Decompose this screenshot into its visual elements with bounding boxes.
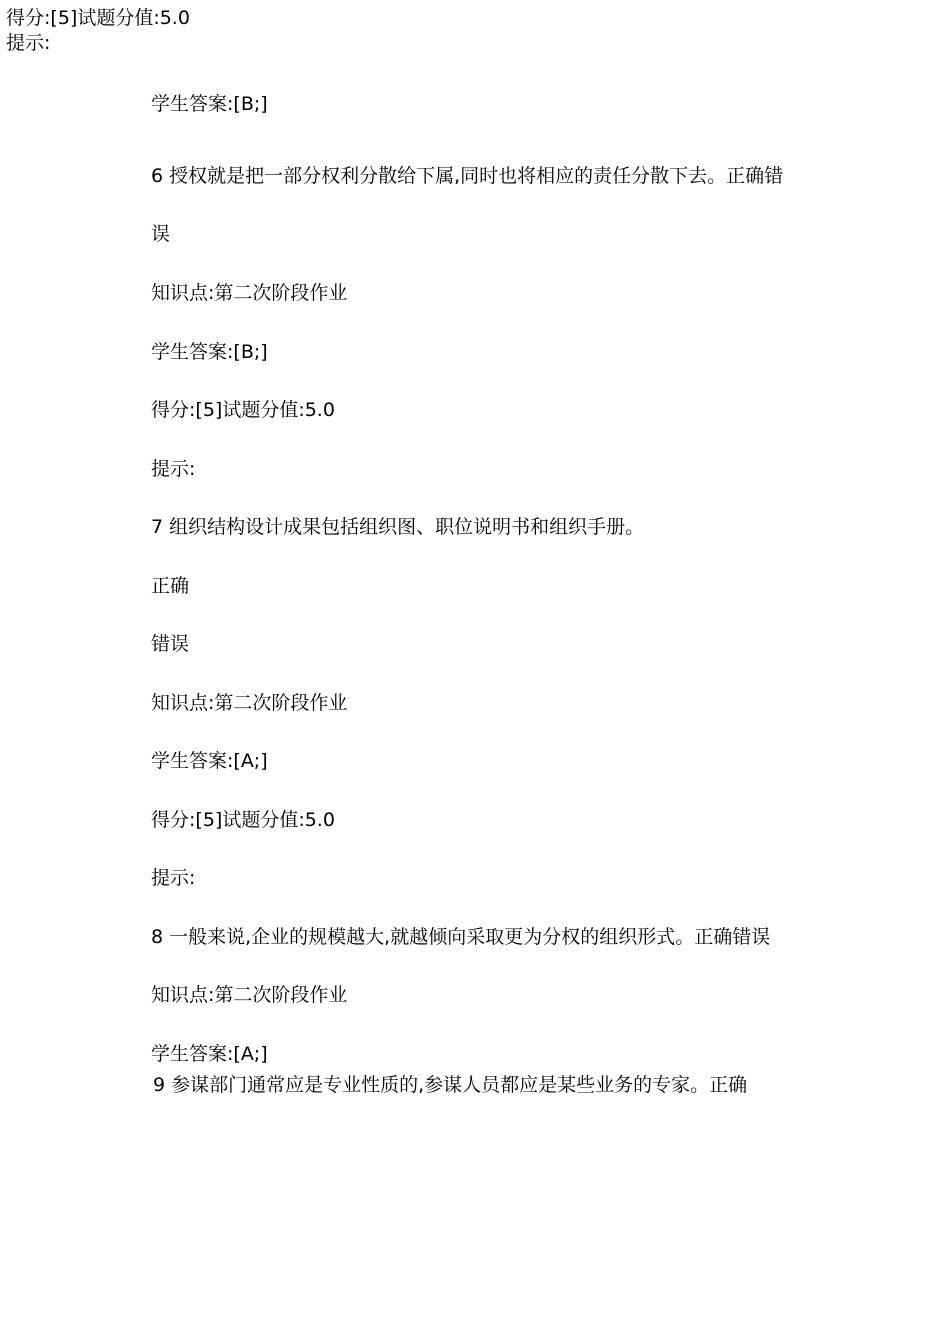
knowledge-point: 知识点:第二次阶段作业: [151, 692, 348, 714]
hint-label: 提示:: [151, 458, 196, 480]
student-answer: 学生答案:[A;]: [151, 750, 268, 772]
knowledge-point: 知识点:第二次阶段作业: [151, 282, 348, 304]
question-text: 8 一般来说,企业的规模越大,就越倾向采取更为分权的组织形式。正确错误: [151, 926, 771, 948]
student-answer: 学生答案:[A;]: [151, 1043, 268, 1065]
student-answer: 学生答案:[B;]: [151, 93, 268, 115]
score-line: 得分:[5]试题分值:5.0: [151, 399, 335, 421]
score-line: 得分:[5]试题分值:5.0: [6, 7, 190, 29]
option-true: 正确: [151, 575, 190, 597]
question-text-continued: 误: [151, 223, 171, 245]
question-text: 9 参谋部门通常应是专业性质的,参谋人员都应是某些业务的专家。正确: [153, 1074, 748, 1096]
score-line: 得分:[5]试题分值:5.0: [151, 809, 335, 831]
student-answer: 学生答案:[B;]: [151, 341, 268, 363]
hint-label: 提示:: [151, 867, 196, 889]
knowledge-point: 知识点:第二次阶段作业: [151, 984, 348, 1006]
option-false: 错误: [151, 633, 190, 655]
question-text: 6 授权就是把一部分权利分散给下属,同时也将相应的责任分散下去。正确错: [151, 165, 784, 187]
hint-label: 提示:: [6, 32, 51, 54]
question-text: 7 组织结构设计成果包括组织图、职位说明书和组织手册。: [151, 516, 645, 538]
